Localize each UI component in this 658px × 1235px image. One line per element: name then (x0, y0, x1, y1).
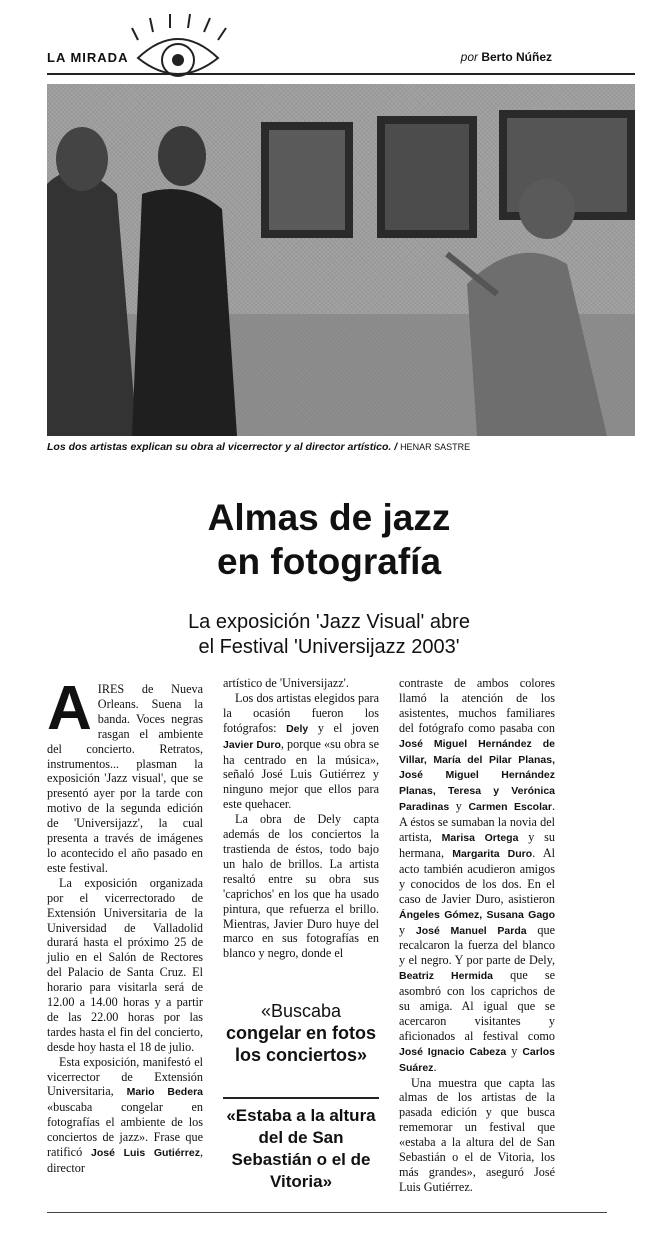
paragraph-text: Los dos artistas elegidos para la ocasión fueron los fotógrafos: (223, 690, 379, 735)
paragraph-text: , porque «su obra se ha centrado en la música», señaló José Luis Gutiérrez y ninguno mejor que ellos para este quehacer. (223, 736, 379, 812)
eye-logo-icon (118, 10, 238, 90)
caption-text: Los dos artistas explican su obra al vicerrector y al director artístico. / (47, 441, 398, 453)
article-photo (47, 84, 635, 436)
person-name: José Miguel Hernández de Villar, María del Pilar Planas, José Miguel Hernández Planas, Teresa y Verónica Paradinas (399, 737, 555, 814)
byline (461, 50, 552, 64)
subheadline (0, 610, 658, 660)
pull-quote-divider (223, 1097, 379, 1099)
paragraph-text: y su hermana, (399, 830, 555, 860)
photo-credit: HENAR SASTRE (400, 442, 471, 452)
paragraph: Una muestra que capta las almas de los artistas de la pasada edición y que busca rememorar un festival que «estaba a la altura del de San Sebastián o el de Vitoria, los más grandes», aseguró José Luis Gutiérrez. (399, 1075, 555, 1194)
top-rule (47, 73, 635, 75)
paragraph-text: que recalcaron la fuerza del blanco y el negro. Y por parte de Dely, (399, 922, 556, 968)
headline-line-2: en fotografía (216, 541, 442, 582)
subheadline-line-2: el Festival 'Universijazz 2003' (198, 636, 460, 658)
person-name: José Manuel Parda (415, 924, 527, 937)
paragraph-text: «buscaba congelar en fotografías el ambiente de los conciertos de jazz». Frase que ratificó (47, 1100, 203, 1160)
paragraph: artístico de 'Universijazz'. (223, 676, 349, 690)
pull-quote-1 (223, 1000, 379, 1066)
byline-author: Berto Núñez (481, 50, 552, 64)
person-name: José Luis Gutiérrez (91, 1147, 200, 1160)
paragraph: La obra de Dely capta además de los conciertos la trastienda de éstos, todo bajo un halo de brillos. La artista resaltó entre su obra sus 'caprichos' en los que ha usado pintura, que refuerza el brillo. Mientras, Javier Duro huye del marco en sus fotografías en blanco y negro, donde el (223, 812, 379, 961)
pull-quote-1-line-b: congelar en fotos los conciertos» (225, 1023, 377, 1065)
person-name: Mario Bedera (126, 1086, 203, 1099)
paragraph-text: y (455, 799, 462, 814)
drop-cap: A (47, 674, 92, 743)
photo-caption (47, 441, 635, 453)
paragraph (223, 691, 379, 812)
person-name: Javier Duro (223, 738, 281, 751)
pull-quote-2: «Estaba a la altura del de San Sebastián o el de Vitoria» (226, 1106, 376, 1191)
paragraph-text: . (433, 1059, 437, 1074)
paragraph-text: Esta exposición, manifestó el vicerrector de Extensión Universitaria, (47, 1054, 203, 1099)
person-name: Carlos Suárez (399, 1045, 556, 1074)
person-name: Margarita Duro (452, 847, 533, 860)
photo-scene (47, 84, 635, 436)
paragraph-text: . A éstos se sumaban la novia del artista, (399, 799, 555, 845)
body-column-3 (399, 676, 555, 1195)
paragraph-text: y (399, 922, 406, 937)
paragraph-text: y (511, 1043, 518, 1058)
paragraph (47, 1055, 203, 1176)
person-name: Ángeles Gómez, Susana Gago (399, 908, 555, 921)
headline (0, 496, 658, 584)
paragraph-text: IRES de Nueva Orleans. Suena la banda. Voces negras rasgan el ambiente del concierto. Retratos, instrumentos... plasman la exposición 'Jazz visual', que se presentó ayer por la tarde con motivo de la segunda edición de 'Universijazz', la cual presenta a través de imágenes lo acontecido el año pasado en este festival. (47, 682, 203, 875)
paragraph (399, 676, 555, 1076)
paragraph: La exposición organizada por el vicerrectorado de Extensión Universitaria de la Universidad de Valladolid durará hasta el próximo 25 de julio en el Salón de Rectores del Palacio de Santa Cruz. El horario para visitarla será de 12.00 a 14.00 horas y a partir de las 22.00 horas por las tardes hasta el fin del concierto, desde hoy hasta el 18 de julio. (47, 875, 203, 1054)
section-label: LA MIRADA (47, 50, 129, 65)
person-name: Beatriz Hermida (399, 970, 494, 983)
bottom-rule (47, 1212, 607, 1213)
paragraph-text: , director (47, 1145, 203, 1175)
paragraph-text: . Al acto también acudieron amigos y conocidos de los dos. En el caso de Javier Duro, asistieron (399, 845, 556, 906)
person-name: Carmen Escolar (468, 801, 552, 814)
person-name: Dely (286, 722, 309, 735)
body-column-2 (223, 676, 379, 961)
subheadline-line-1: La exposición 'Jazz Visual' abre (188, 611, 470, 633)
paragraph-text: que se asombró con los caprichos de su amiga. Al igual que se acercaron visitantes y aficionados al festival como (399, 968, 556, 1043)
person-name: Marisa Ortega (441, 832, 519, 845)
paragraph (47, 674, 203, 876)
paragraph-text: contraste de ambos colores llamó la atención de los asistentes, muchos familiares del fotógrafo como pasaba con (399, 676, 555, 735)
paragraph-text: y el joven (317, 720, 380, 735)
headline-line-1: Almas de jazz (207, 497, 451, 538)
body-column-1 (47, 674, 203, 1176)
pull-quote-1-line-a: «Buscaba (260, 1001, 342, 1021)
person-name: José Ignacio Cabeza (399, 1045, 507, 1058)
byline-prefix: por (460, 50, 478, 64)
